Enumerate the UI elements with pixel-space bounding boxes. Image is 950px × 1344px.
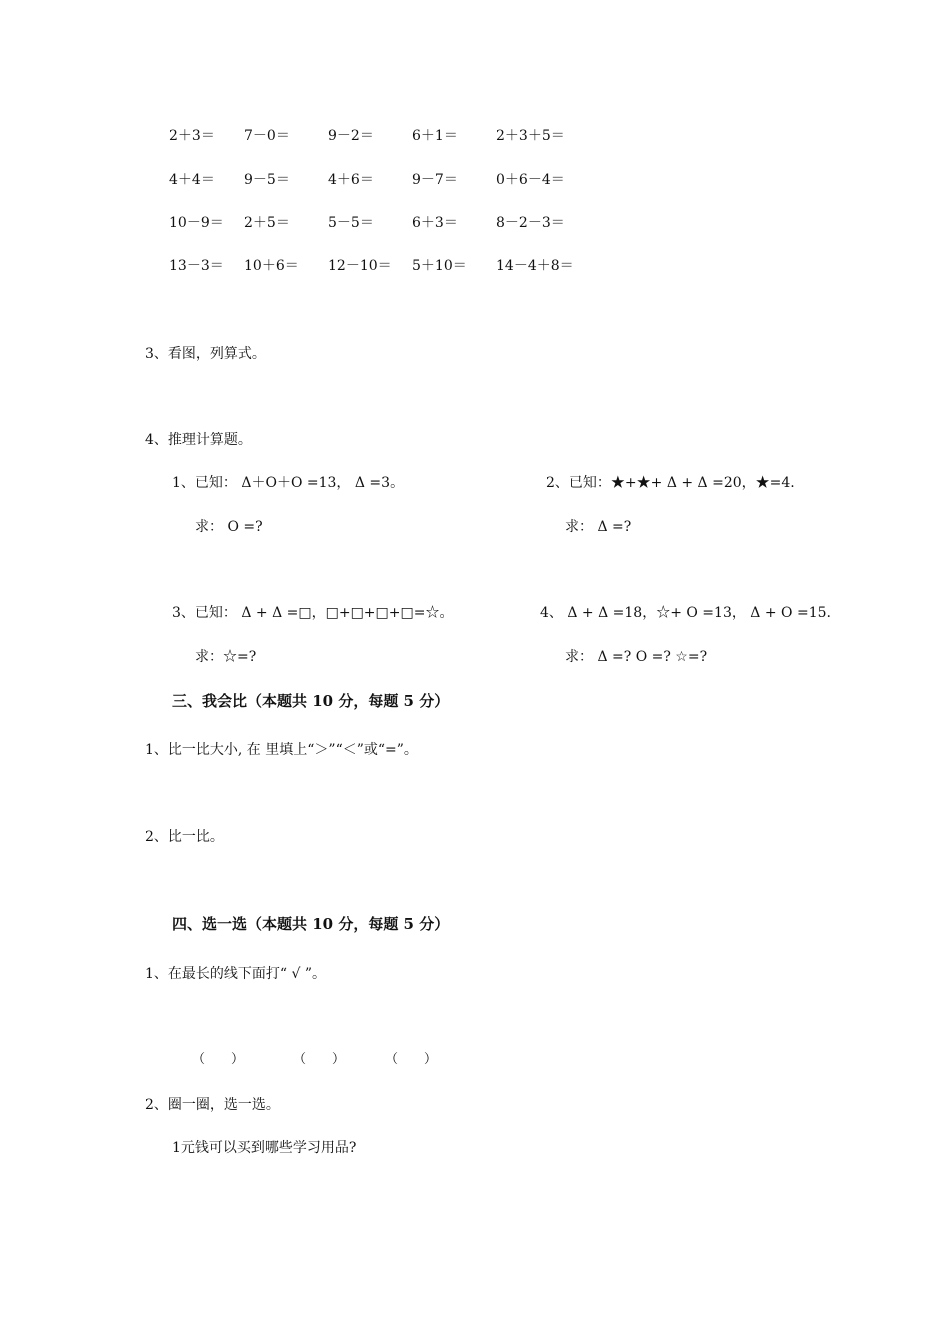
equation: 5＋10＝ (412, 258, 467, 274)
answer-parentheses[interactable]: （ ） (293, 1052, 346, 1067)
section-4-title: 四、选一选（本题共 10 分，每题 5 分） (172, 915, 450, 933)
reasoning-problem-2-given: 2、已知：★+★+ Δ + Δ =20，★=4. (546, 475, 795, 491)
equation: 5－5＝ (328, 215, 374, 231)
equation: 7－0＝ (244, 128, 290, 144)
equation: 6＋1＝ (412, 128, 458, 144)
equation: 2＋3＋5＝ (496, 128, 565, 144)
equation: 2＋3＝ (169, 128, 215, 144)
section-3-question-2: 2、比一比。 (145, 829, 224, 845)
equation: 6＋3＝ (412, 215, 458, 231)
equation: 0＋6－4＝ (496, 172, 565, 188)
section-3-question-1: 1、比一比大小, 在 里填上“＞”“＜”或“=”。 (145, 742, 418, 758)
equation: 2＋5＝ (244, 215, 290, 231)
equation: 12－10＝ (328, 258, 392, 274)
equation: 4＋6＝ (328, 172, 374, 188)
equation: 9－7＝ (412, 172, 458, 188)
reasoning-problem-2-ask: 求： Δ =? (565, 519, 632, 535)
reasoning-problem-1-ask: 求： O =? (195, 519, 263, 535)
equation: 10－9＝ (169, 215, 224, 231)
equation: 9－5＝ (244, 172, 290, 188)
question-reasoning: 4、推理计算题。 (145, 432, 252, 448)
equation: 9－2＝ (328, 128, 374, 144)
reasoning-problem-4-ask: 求： Δ =? O =? ☆=? (565, 649, 708, 665)
equation: 10＋6＝ (244, 258, 299, 274)
section-4-question-2: 2、圈一圈，选一选。 (145, 1097, 280, 1113)
answer-parentheses[interactable]: （ ） (192, 1052, 245, 1067)
question-look-and-write: 3、看图，列算式。 (145, 346, 266, 362)
section-3-title: 三、我会比（本题共 10 分，每题 5 分） (172, 692, 450, 710)
equation: 4＋4＝ (169, 172, 215, 188)
section-4-question-1: 1、在最长的线下面打“ √ ”。 (145, 966, 327, 982)
section-4-question-2-sub: 1元钱可以买到哪些学习用品? (172, 1140, 357, 1156)
reasoning-problem-1-given: 1、已知： Δ＋O＋O =13， Δ =3。 (172, 475, 405, 491)
answer-parentheses[interactable]: （ ） (385, 1052, 438, 1067)
equation: 14－4＋8＝ (496, 258, 574, 274)
reasoning-problem-4-given: 4、 Δ + Δ =18，☆+ O =13， Δ + O =15. (540, 605, 831, 621)
reasoning-problem-3-given: 3、已知： Δ + Δ =□，□+□+□+□=☆。 (172, 605, 454, 621)
equation: 13－3＝ (169, 258, 224, 274)
reasoning-problem-3-ask: 求：☆=? (195, 649, 257, 665)
equation: 8－2－3＝ (496, 215, 565, 231)
